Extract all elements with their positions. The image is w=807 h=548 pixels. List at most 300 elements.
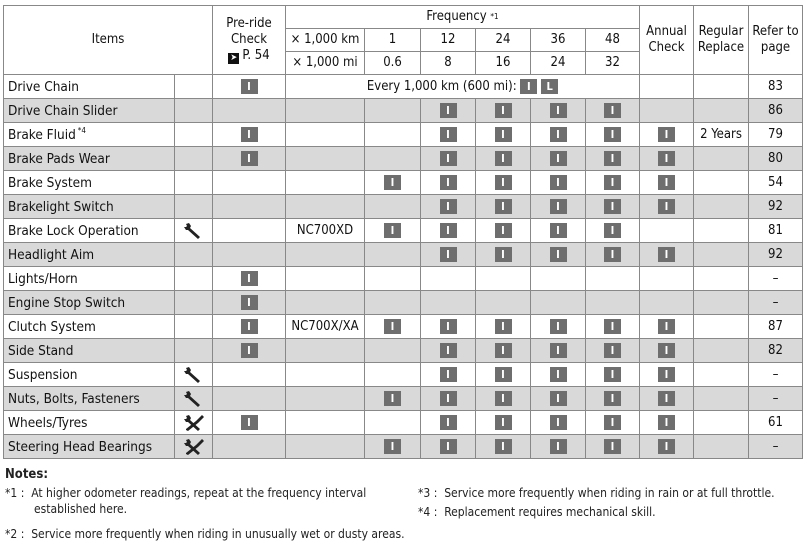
notes-title: Notes: (5, 467, 48, 482)
maintenance-mark: I (495, 223, 512, 238)
km-interval-1: 1 (365, 29, 421, 52)
frequency-cell (421, 171, 476, 195)
item-name: Nuts, Bolts, Fasteners (4, 387, 175, 411)
maintenance-mark: I (440, 199, 457, 214)
tool-cell (175, 171, 213, 195)
maintenance-mark: I (550, 391, 567, 406)
regular-replace-header: Regular Replace (694, 6, 749, 75)
annual-cell (640, 339, 694, 363)
model-cell (286, 435, 365, 459)
frequency-cell (586, 267, 640, 291)
model-cell (286, 147, 365, 171)
maintenance-mark: I (658, 151, 675, 166)
frequency-cell (476, 315, 531, 339)
frequency-cell (365, 171, 421, 195)
table-row (4, 75, 803, 99)
frequency-cell (365, 99, 421, 123)
frequency-cell (421, 411, 476, 435)
table-row (4, 363, 803, 387)
maintenance-mark: I (604, 199, 621, 214)
wrench-icon (183, 389, 205, 409)
frequency-span-cell: Every 1,000 km (600 mi): I L (286, 75, 640, 99)
frequency-cell (586, 291, 640, 315)
maintenance-mark: I (440, 319, 457, 334)
maintenance-mark: I (440, 343, 457, 358)
frequency-cell (586, 363, 640, 387)
model-cell (286, 171, 365, 195)
frequency-cell (476, 435, 531, 459)
maintenance-mark: I (495, 127, 512, 142)
frequency-cell (365, 411, 421, 435)
maintenance-mark: I (440, 103, 457, 118)
preride-cell (213, 387, 286, 411)
item-name: Side Stand (4, 339, 175, 363)
maintenance-mark: I (550, 175, 567, 190)
mi-interval-32: 32 (586, 52, 640, 75)
maintenance-mark: I (440, 415, 457, 430)
annual-header: Annual Check (640, 6, 694, 75)
annual-cell (640, 99, 694, 123)
annual-cell (640, 75, 694, 99)
table-row (4, 219, 803, 243)
frequency-cell (365, 147, 421, 171)
preride-cell (213, 315, 286, 339)
refer-page-cell: 82 (749, 339, 803, 363)
regular-replace-cell (694, 243, 749, 267)
tool-cell (175, 243, 213, 267)
wrench-icon (183, 221, 205, 241)
km-interval-36: 36 (531, 29, 586, 52)
frequency-header: Frequency $^{*1}$ (286, 6, 640, 29)
maintenance-mark: I (241, 127, 258, 142)
frequency-cell (476, 387, 531, 411)
frequency-cell (531, 411, 586, 435)
table-row (4, 171, 803, 195)
tool-cell (175, 99, 213, 123)
refer-page-cell: 87 (749, 315, 803, 339)
frequency-cell (365, 435, 421, 459)
annual-cell (640, 315, 694, 339)
tool-cell (175, 339, 213, 363)
frequency-cell (586, 123, 640, 147)
refer-page-cell: – (749, 363, 803, 387)
preride-cell (213, 123, 286, 147)
regular-replace-cell (694, 363, 749, 387)
maintenance-mark: I (495, 151, 512, 166)
frequency-cell (421, 219, 476, 243)
frequency-cell (365, 267, 421, 291)
regular-replace-cell (694, 219, 749, 243)
item-name: Drive Chain (4, 75, 175, 99)
frequency-cell (586, 315, 640, 339)
frequency-cell (586, 171, 640, 195)
frequency-cell (365, 363, 421, 387)
frequency-cell (421, 387, 476, 411)
frequency-cell (476, 219, 531, 243)
frequency-cell (531, 219, 586, 243)
preride-cell (213, 267, 286, 291)
maintenance-mark: I (495, 343, 512, 358)
model-cell (286, 195, 365, 219)
frequency-cell (531, 339, 586, 363)
maintenance-mark: I (658, 415, 675, 430)
frequency-cell (531, 315, 586, 339)
frequency-cell (365, 123, 421, 147)
preride-cell (213, 171, 286, 195)
frequency-cell (476, 411, 531, 435)
annual-cell (640, 147, 694, 171)
refer-page-cell: 86 (749, 99, 803, 123)
frequency-cell (586, 435, 640, 459)
frequency-cell (365, 315, 421, 339)
tool-cell (175, 267, 213, 291)
frequency-cell (365, 243, 421, 267)
item-name: Headlight Aim (4, 243, 175, 267)
frequency-cell (476, 291, 531, 315)
preride-cell (213, 435, 286, 459)
refer-page-cell: 92 (749, 195, 803, 219)
frequency-cell (586, 195, 640, 219)
maintenance-mark: I (604, 319, 621, 334)
model-cell (286, 411, 365, 435)
frequency-cell (365, 339, 421, 363)
maintenance-mark: I (658, 343, 675, 358)
frequency-cell (421, 243, 476, 267)
maintenance-mark: I (550, 439, 567, 454)
refer-page-header: Refer to page (749, 6, 803, 75)
tool-cell (175, 363, 213, 387)
table-row (4, 411, 803, 435)
frequency-cell (586, 411, 640, 435)
frequency-cell (421, 195, 476, 219)
maintenance-mark: I (604, 367, 621, 382)
km-interval-48: 48 (586, 29, 640, 52)
note-1: *1 : At higher odometer readings, repeat at the frequency interval established here. (5, 486, 367, 516)
item-name: Wheels/Tyres (4, 411, 175, 435)
annual-cell (640, 435, 694, 459)
maintenance-mark: I (520, 79, 537, 94)
maintenance-mark: I (495, 319, 512, 334)
model-cell (286, 267, 365, 291)
maintenance-mark: I (440, 247, 457, 262)
frequency-cell (476, 147, 531, 171)
km-unit-label: × 1,000 km (286, 29, 365, 52)
regular-replace-cell (694, 411, 749, 435)
regular-replace-cell (694, 435, 749, 459)
frequency-cell (421, 147, 476, 171)
frequency-cell (531, 267, 586, 291)
regular-replace-cell: 2 Years (694, 123, 749, 147)
maintenance-mark: I (658, 175, 675, 190)
maintenance-mark: I (440, 439, 457, 454)
item-name: Brake Lock Operation (4, 219, 175, 243)
maintenance-mark: I (550, 247, 567, 262)
maintenance-mark: I (550, 223, 567, 238)
frequency-cell (586, 147, 640, 171)
maintenance-mark: I (658, 391, 675, 406)
wrench-icon (183, 365, 205, 385)
maintenance-mark: I (550, 127, 567, 142)
annual-cell (640, 363, 694, 387)
model-cell: NC700XD (286, 219, 365, 243)
frequency-cell (531, 291, 586, 315)
item-name: Engine Stop Switch (4, 291, 175, 315)
maintenance-mark: I (550, 319, 567, 334)
maintenance-mark: I (440, 151, 457, 166)
mi-interval-0.6: 0.6 (365, 52, 421, 75)
maintenance-mark: I (550, 415, 567, 430)
maintenance-mark: I (384, 439, 401, 454)
maintenance-mark: I (495, 415, 512, 430)
frequency-cell (531, 147, 586, 171)
tool-cell (175, 387, 213, 411)
maintenance-mark: I (241, 415, 258, 430)
frequency-cell (531, 171, 586, 195)
maintenance-mark: I (384, 319, 401, 334)
maintenance-mark: I (495, 391, 512, 406)
frequency-cell (421, 99, 476, 123)
frequency-cell (365, 195, 421, 219)
maintenance-schedule-table (3, 5, 803, 459)
crossed-tools-icon (183, 437, 205, 457)
note-3: *3 : Service more frequently when riding in rain or at full throttle. (418, 486, 775, 500)
regular-replace-cell (694, 291, 749, 315)
maintenance-mark: I (241, 151, 258, 166)
table-row (4, 315, 803, 339)
maintenance-mark: I (604, 415, 621, 430)
maintenance-mark: I (604, 103, 621, 118)
maintenance-mark: I (440, 223, 457, 238)
tool-cell (175, 195, 213, 219)
maintenance-mark: I (658, 247, 675, 262)
refer-page-cell: – (749, 387, 803, 411)
annual-cell (640, 171, 694, 195)
model-cell (286, 387, 365, 411)
maintenance-mark: I (384, 175, 401, 190)
maintenance-mark: I (550, 103, 567, 118)
frequency-cell (531, 195, 586, 219)
frequency-cell (531, 123, 586, 147)
refer-page-cell: 81 (749, 219, 803, 243)
maintenance-mark: I (550, 367, 567, 382)
preride-cell (213, 75, 286, 99)
tool-cell (175, 291, 213, 315)
tool-cell (175, 411, 213, 435)
frequency-cell (586, 99, 640, 123)
item-name: Brakelight Switch (4, 195, 175, 219)
preride-cell (213, 243, 286, 267)
frequency-cell (586, 339, 640, 363)
maintenance-mark: I (241, 343, 258, 358)
frequency-cell (531, 243, 586, 267)
mi-unit-label: × 1,000 mi (286, 52, 365, 75)
frequency-cell (365, 291, 421, 315)
maintenance-mark: I (241, 79, 258, 94)
table-row (4, 147, 803, 171)
annual-cell (640, 291, 694, 315)
km-interval-24: 24 (476, 29, 531, 52)
maintenance-mark: I (550, 343, 567, 358)
maintenance-mark: I (241, 319, 258, 334)
maintenance-mark: I (604, 391, 621, 406)
item-name: Drive Chain Slider (4, 99, 175, 123)
frequency-cell (421, 435, 476, 459)
table-row (4, 123, 803, 147)
item-name: Brake System (4, 171, 175, 195)
frequency-cell (421, 123, 476, 147)
frequency-cell (365, 387, 421, 411)
frequency-cell (531, 99, 586, 123)
regular-replace-cell (694, 75, 749, 99)
frequency-cell (476, 363, 531, 387)
frequency-cell (476, 339, 531, 363)
model-cell (286, 291, 365, 315)
item-name: Brake Fluid $^{*4}$ (4, 123, 175, 147)
maintenance-mark: I (440, 391, 457, 406)
maintenance-mark: I (658, 367, 675, 382)
maintenance-mark: I (604, 127, 621, 142)
note-4: *4 : Replacement requires mechanical skill. (418, 505, 656, 519)
mi-interval-24: 24 (531, 52, 586, 75)
preride-header: Pre-ride Check ➤ P. 54 (213, 6, 286, 75)
frequency-cell (476, 99, 531, 123)
maintenance-mark: I (604, 223, 621, 238)
annual-cell (640, 411, 694, 435)
regular-replace-cell (694, 171, 749, 195)
preride-cell (213, 339, 286, 363)
item-name: Lights/Horn (4, 267, 175, 291)
maintenance-mark: I (658, 319, 675, 334)
km-interval-12: 12 (421, 29, 476, 52)
maintenance-mark: I (604, 439, 621, 454)
right-arrow-icon: ➤ (228, 53, 239, 64)
frequency-cell (421, 267, 476, 291)
note-2: *2 : Service more frequently when riding in unusually wet or dusty areas. (5, 527, 405, 541)
annual-cell (640, 243, 694, 267)
frequency-cell (586, 243, 640, 267)
frequency-cell (531, 387, 586, 411)
maintenance-mark: L (541, 79, 558, 94)
table-row (4, 435, 803, 459)
refer-page-cell: 92 (749, 243, 803, 267)
frequency-cell (531, 363, 586, 387)
table-row (4, 267, 803, 291)
regular-replace-cell (694, 315, 749, 339)
frequency-cell (476, 195, 531, 219)
table-row (4, 99, 803, 123)
maintenance-mark: I (495, 103, 512, 118)
refer-page-cell: – (749, 291, 803, 315)
tool-cell (175, 435, 213, 459)
annual-cell (640, 267, 694, 291)
item-name: Brake Pads Wear (4, 147, 175, 171)
frequency-cell (421, 339, 476, 363)
model-cell: NC700X/XA (286, 315, 365, 339)
annual-cell (640, 387, 694, 411)
tool-cell (175, 147, 213, 171)
preride-cell (213, 195, 286, 219)
regular-replace-cell (694, 147, 749, 171)
notes-section (5, 467, 805, 541)
items-header: Items (4, 6, 213, 75)
maintenance-mark: I (604, 151, 621, 166)
item-name: Clutch System (4, 315, 175, 339)
model-cell (286, 363, 365, 387)
refer-page-cell: 61 (749, 411, 803, 435)
refer-page-cell: 83 (749, 75, 803, 99)
preride-cell (213, 219, 286, 243)
frequency-cell (586, 219, 640, 243)
annual-cell (640, 195, 694, 219)
regular-replace-cell (694, 339, 749, 363)
maintenance-mark: I (440, 175, 457, 190)
tool-cell (175, 315, 213, 339)
frequency-cell (476, 267, 531, 291)
maintenance-mark: I (495, 439, 512, 454)
refer-page-cell: 79 (749, 123, 803, 147)
model-cell (286, 243, 365, 267)
maintenance-mark: I (658, 439, 675, 454)
mi-interval-16: 16 (476, 52, 531, 75)
item-name: Suspension (4, 363, 175, 387)
maintenance-mark: I (241, 295, 258, 310)
model-cell (286, 99, 365, 123)
regular-replace-cell (694, 267, 749, 291)
maintenance-mark: I (495, 199, 512, 214)
maintenance-mark: I (604, 175, 621, 190)
frequency-cell (476, 243, 531, 267)
refer-page-cell: 54 (749, 171, 803, 195)
frequency-cell (365, 219, 421, 243)
maintenance-mark: I (440, 127, 457, 142)
refer-page-cell: – (749, 267, 803, 291)
maintenance-mark: I (241, 271, 258, 286)
regular-replace-cell (694, 99, 749, 123)
maintenance-mark: I (550, 199, 567, 214)
table-row (4, 291, 803, 315)
table-row (4, 387, 803, 411)
frequency-cell (531, 435, 586, 459)
table-row (4, 339, 803, 363)
table-row (4, 195, 803, 219)
preride-cell (213, 411, 286, 435)
annual-cell (640, 219, 694, 243)
refer-page-cell: 80 (749, 147, 803, 171)
maintenance-mark: I (384, 391, 401, 406)
item-name: Steering Head Bearings (4, 435, 175, 459)
tool-cell (175, 219, 213, 243)
maintenance-mark: I (384, 223, 401, 238)
preride-cell (213, 147, 286, 171)
tool-cell (175, 123, 213, 147)
frequency-cell (476, 171, 531, 195)
annual-cell (640, 123, 694, 147)
regular-replace-cell (694, 195, 749, 219)
frequency-cell (586, 387, 640, 411)
maintenance-mark: I (604, 343, 621, 358)
maintenance-mark: I (604, 247, 621, 262)
crossed-tools-icon (183, 413, 205, 433)
preride-cell (213, 99, 286, 123)
tool-cell (175, 75, 213, 99)
maintenance-mark: I (495, 247, 512, 262)
preride-cell (213, 291, 286, 315)
frequency-cell (421, 315, 476, 339)
frequency-cell (421, 291, 476, 315)
maintenance-mark: I (550, 151, 567, 166)
maintenance-mark: I (495, 175, 512, 190)
regular-replace-cell (694, 387, 749, 411)
